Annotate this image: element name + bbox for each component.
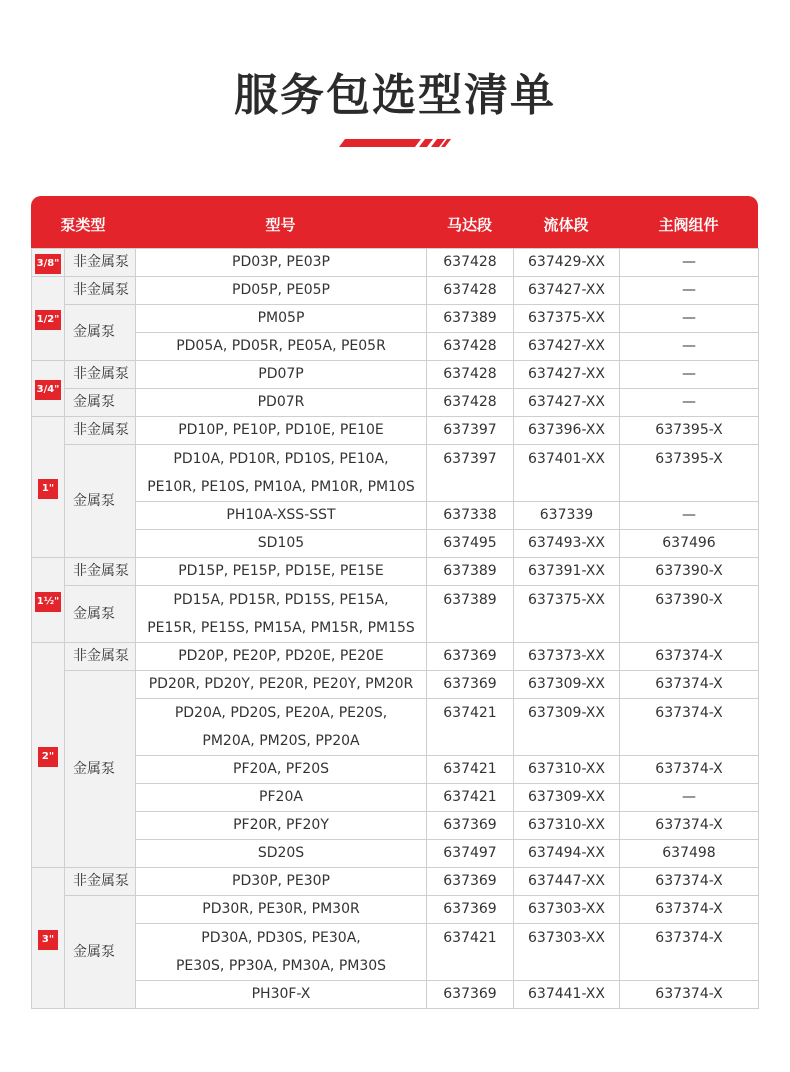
fluid-cell: 637427-XX	[514, 277, 620, 305]
model-cell: SD20S	[136, 840, 427, 868]
header-pump-type: 泵类型	[60, 216, 106, 234]
fluid-cell: 637427-XX	[514, 333, 620, 361]
title-underline-decoration	[339, 139, 451, 147]
fluid-cell: 637309-XX	[514, 671, 620, 699]
model-line-1: PD20A, PD20S, PE20A, PE20S,	[174, 705, 388, 721]
fluid-cell: 637493-XX	[514, 530, 620, 558]
valve-cell: 637395-X	[620, 417, 759, 445]
table-body	[31, 248, 759, 1009]
motor-cell: 637428	[427, 361, 514, 389]
model-cell: PD30P, PE30P	[136, 868, 427, 896]
model-cell	[136, 699, 427, 756]
model-cell: PM05P	[136, 305, 427, 333]
model-line-1: PD15A, PD15R, PD15S, PE15A,	[173, 592, 389, 608]
pump-type-cell: 金属泵	[65, 445, 136, 558]
motor-value: 637421	[443, 930, 497, 946]
valve-cell: 637374-X	[620, 812, 759, 840]
valve-cell: 637498	[620, 840, 759, 868]
fluid-cell: 637494-XX	[514, 840, 620, 868]
page-title: 服务包选型清单	[234, 70, 556, 121]
motor-cell: 637369	[427, 643, 514, 671]
motor-value: 637421	[443, 705, 497, 721]
pump-type-cell: 金属泵	[65, 389, 136, 417]
model-cell: PD03P, PE03P	[136, 249, 427, 277]
motor-cell: 637369	[427, 868, 514, 896]
pump-type-cell: 金属泵	[65, 671, 136, 868]
table-row	[32, 812, 759, 840]
fluid-cell: 637427-XX	[514, 389, 620, 417]
fluid-value: 637303-XX	[528, 930, 605, 946]
valve-cell: —	[620, 784, 759, 812]
fluid-cell: 637309-XX	[514, 784, 620, 812]
size-badge: 3"	[38, 930, 58, 950]
table-row	[32, 643, 759, 671]
valve-cell: 637496	[620, 530, 759, 558]
valve-cell: 637374-X	[620, 868, 759, 896]
table-row	[32, 981, 759, 1009]
valve-cell	[620, 586, 759, 643]
table-row	[32, 784, 759, 812]
valve-cell: —	[620, 333, 759, 361]
model-cell: PD05P, PE05P	[136, 277, 427, 305]
valve-cell: —	[620, 361, 759, 389]
table-row	[32, 530, 759, 558]
model-cell: PF20A, PF20S	[136, 756, 427, 784]
size-badge: 1"	[38, 479, 58, 499]
model-cell: PD10P, PE10P, PD10E, PE10E	[136, 417, 427, 445]
valve-cell: —	[620, 389, 759, 417]
table-row	[32, 389, 759, 417]
valve-cell: —	[620, 502, 759, 530]
motor-cell	[427, 924, 514, 981]
header-valve: 主阀组件	[658, 216, 719, 234]
table-row	[32, 502, 759, 530]
motor-cell: 637338	[427, 502, 514, 530]
model-cell	[136, 924, 427, 981]
table-row	[32, 671, 759, 699]
size-cell	[32, 868, 65, 1009]
size-badge: 2"	[38, 747, 58, 767]
fluid-cell: 637373-XX	[514, 643, 620, 671]
fluid-cell	[514, 445, 620, 502]
valve-cell: 637390-X	[620, 558, 759, 586]
fluid-cell: 637427-XX	[514, 361, 620, 389]
model-cell: SD105	[136, 530, 427, 558]
motor-cell: 637369	[427, 671, 514, 699]
valve-value: 637374-X	[655, 930, 723, 946]
table-row	[32, 305, 759, 333]
size-badge: 3/8"	[35, 254, 62, 274]
motor-cell: 637369	[427, 896, 514, 924]
size-badge: 1½"	[35, 592, 62, 612]
table-row	[32, 333, 759, 361]
fluid-cell: 637310-XX	[514, 812, 620, 840]
motor-value: 637397	[443, 451, 497, 467]
motor-cell: 637389	[427, 305, 514, 333]
table-row	[32, 417, 759, 445]
valve-cell: —	[620, 277, 759, 305]
fluid-cell: 637441-XX	[514, 981, 620, 1009]
motor-cell	[427, 699, 514, 756]
pump-type-cell: 非金属泵	[65, 277, 136, 305]
motor-cell: 637428	[427, 249, 514, 277]
valve-cell: —	[620, 305, 759, 333]
motor-cell: 637369	[427, 981, 514, 1009]
pump-type-cell: 金属泵	[65, 305, 136, 361]
pump-type-cell: 金属泵	[65, 896, 136, 1009]
size-cell	[32, 417, 65, 558]
fluid-cell	[514, 586, 620, 643]
header-fluid: 流体段	[543, 216, 589, 234]
pump-type-cell: 非金属泵	[65, 249, 136, 277]
motor-cell: 637397	[427, 417, 514, 445]
table-row	[32, 840, 759, 868]
model-cell: PH30F-X	[136, 981, 427, 1009]
model-cell: PD05A, PD05R, PE05A, PE05R	[136, 333, 427, 361]
valve-value: 637374-X	[655, 705, 723, 721]
valve-cell	[620, 445, 759, 502]
pump-type-cell: 金属泵	[65, 586, 136, 643]
pump-type-cell: 非金属泵	[65, 361, 136, 389]
selection-table	[31, 196, 758, 1009]
model-line-2: PE10R, PE10S, PM10A, PM10R, PM10S	[147, 479, 415, 495]
pump-type-cell: 非金属泵	[65, 643, 136, 671]
valve-value: 637395-X	[655, 451, 723, 467]
fluid-cell: 637391-XX	[514, 558, 620, 586]
model-cell: PD30R, PE30R, PM30R	[136, 896, 427, 924]
size-cell	[32, 249, 65, 277]
fluid-cell: 637396-XX	[514, 417, 620, 445]
motor-cell	[427, 586, 514, 643]
size-cell	[32, 558, 65, 643]
valve-cell: 637374-X	[620, 643, 759, 671]
model-line-2: PE30S, PP30A, PM30A, PM30S	[175, 958, 387, 974]
fluid-cell: 637310-XX	[514, 756, 620, 784]
table-row	[32, 249, 759, 277]
fluid-cell: 637429-XX	[514, 249, 620, 277]
header-model: 型号	[265, 216, 296, 234]
model-cell: PD07R	[136, 389, 427, 417]
size-badge: 1/2"	[35, 310, 62, 330]
model-line-1: PD10A, PD10R, PD10S, PE10A,	[173, 451, 389, 467]
model-cell: PD15P, PE15P, PD15E, PE15E	[136, 558, 427, 586]
fluid-value: 637401-XX	[528, 451, 605, 467]
model-cell: PD20R, PD20Y, PE20R, PE20Y, PM20R	[136, 671, 427, 699]
motor-value: 637389	[443, 592, 497, 608]
model-line-2: PM20A, PM20S, PP20A	[202, 733, 360, 749]
valve-cell: 637374-X	[620, 981, 759, 1009]
table-row	[32, 756, 759, 784]
pump-type-cell: 非金属泵	[65, 558, 136, 586]
table-header	[31, 196, 758, 248]
pump-type-cell: 非金属泵	[65, 417, 136, 445]
size-cell	[32, 361, 65, 417]
model-line-1: PD30A, PD30S, PE30A,	[201, 930, 361, 946]
size-cell	[32, 277, 65, 361]
motor-cell: 637497	[427, 840, 514, 868]
header-motor: 马达段	[446, 216, 492, 234]
valve-value: 637390-X	[655, 592, 723, 608]
fluid-value: 637375-XX	[528, 592, 605, 608]
model-cell: PF20A	[136, 784, 427, 812]
motor-cell: 637428	[427, 277, 514, 305]
table-row	[32, 868, 759, 896]
motor-cell: 637421	[427, 756, 514, 784]
motor-cell: 637495	[427, 530, 514, 558]
model-line-2: PE15R, PE15S, PM15A, PM15R, PM15S	[147, 620, 415, 636]
motor-cell: 637421	[427, 784, 514, 812]
motor-cell: 637389	[427, 558, 514, 586]
size-cell	[32, 643, 65, 868]
model-cell: PD07P	[136, 361, 427, 389]
fluid-value: 637309-XX	[528, 705, 605, 721]
motor-cell: 637369	[427, 812, 514, 840]
size-badge: 3/4"	[35, 380, 62, 400]
valve-cell: 637374-X	[620, 671, 759, 699]
table-row	[32, 277, 759, 305]
fluid-cell: 637303-XX	[514, 896, 620, 924]
table-row	[32, 361, 759, 389]
motor-cell: 637428	[427, 333, 514, 361]
model-cell: PD20P, PE20P, PD20E, PE20E	[136, 643, 427, 671]
fluid-cell	[514, 924, 620, 981]
fluid-cell: 637375-XX	[514, 305, 620, 333]
table-row	[32, 896, 759, 924]
fluid-cell: 637447-XX	[514, 868, 620, 896]
fluid-cell: 637339	[514, 502, 620, 530]
valve-cell: 637374-X	[620, 896, 759, 924]
motor-cell	[427, 445, 514, 502]
motor-cell: 637428	[427, 389, 514, 417]
pump-type-cell: 非金属泵	[65, 868, 136, 896]
model-cell: PH10A-XSS-SST	[136, 502, 427, 530]
valve-cell	[620, 924, 759, 981]
model-cell	[136, 586, 427, 643]
model-cell	[136, 445, 427, 502]
table-row	[32, 558, 759, 586]
valve-cell: —	[620, 249, 759, 277]
fluid-cell	[514, 699, 620, 756]
valve-cell	[620, 699, 759, 756]
model-cell: PF20R, PF20Y	[136, 812, 427, 840]
valve-cell: 637374-X	[620, 756, 759, 784]
